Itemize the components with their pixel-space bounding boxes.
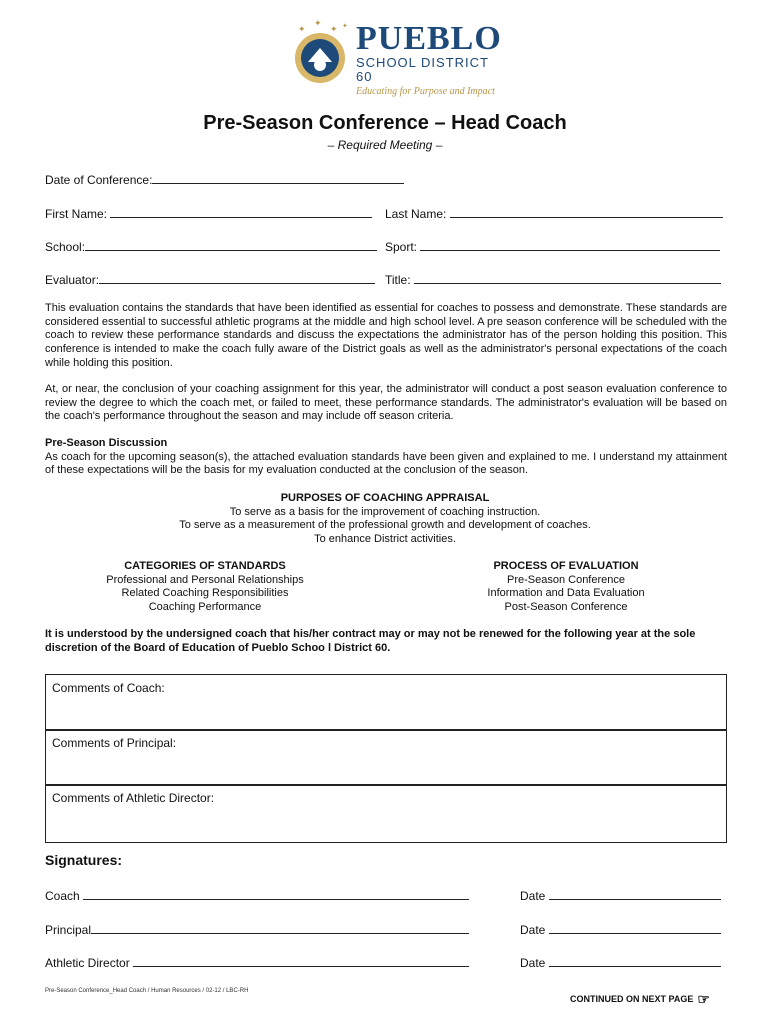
principal-date-field[interactable] bbox=[520, 922, 721, 937]
principal-date-line[interactable] bbox=[549, 922, 721, 934]
first-name-field[interactable] bbox=[45, 206, 372, 221]
process-heading: PROCESS OF EVALUATION bbox=[493, 560, 639, 572]
coach-date-field[interactable] bbox=[520, 888, 721, 903]
logo-tagline: Educating for Purpose and Impact bbox=[356, 86, 495, 97]
category-item: Coaching Performance bbox=[148, 601, 262, 614]
principal-date-label: Date bbox=[520, 923, 546, 937]
logo-district: SCHOOL DISTRICT 60 bbox=[356, 55, 489, 84]
principal-signature-field[interactable] bbox=[45, 922, 469, 937]
purpose-item: To serve as a basis for the improvement of coaching instruction. bbox=[229, 505, 541, 518]
athletic-director-signature-field[interactable] bbox=[45, 955, 469, 970]
category-item: Related Coaching Responsibilities bbox=[121, 587, 289, 600]
athletic-director-date-label: Date bbox=[520, 956, 546, 970]
athletic-director-date-line[interactable] bbox=[549, 955, 721, 967]
school-field[interactable] bbox=[45, 239, 377, 254]
pre-season-discussion bbox=[45, 437, 727, 478]
athletic-director-signature-line[interactable] bbox=[133, 955, 469, 967]
purpose-item: To serve as a measurement of the professional growth and development of coaches. bbox=[179, 519, 591, 532]
principal-signature-line[interactable] bbox=[91, 922, 469, 934]
conclusion-paragraph: At, or near, the conclusion of your coaching assignment for this year, the administrator will conduct a post season evaluation conference to review the degree to which the coach met, or failed to meet, these performance standards. The administrator's evaluation will be based on the coach's performance throughout the season and may include off season criteria. bbox=[45, 383, 727, 423]
date-label: Date of Conference: bbox=[45, 173, 153, 187]
purposes-section bbox=[0, 492, 770, 547]
coach-signature-line[interactable] bbox=[83, 888, 469, 900]
contract-notice: It is understood by the undersigned coach that his/her contract may or may not be renewed for the following year at the sole discretion of the Board of Education of Pueblo Schoo l District 60. bbox=[45, 628, 696, 654]
title-field[interactable] bbox=[385, 272, 721, 287]
page-subtitle: – Required Meeting – bbox=[327, 138, 443, 152]
svg-text:✦: ✦ bbox=[314, 18, 322, 28]
coach-comments-box[interactable] bbox=[45, 674, 727, 731]
school-label: School: bbox=[45, 240, 86, 254]
date-line[interactable] bbox=[152, 172, 404, 184]
process-item: Post-Season Conference bbox=[504, 601, 628, 614]
svg-text:✦: ✦ bbox=[330, 24, 338, 34]
pointing-hand-icon: ☞ bbox=[697, 991, 710, 1007]
coach-signature-label: Coach bbox=[45, 889, 80, 903]
title-label: Title: bbox=[385, 273, 411, 287]
athletic-director-comments-label: Comments of Athletic Director: bbox=[52, 791, 215, 805]
evaluator-field[interactable] bbox=[45, 272, 375, 287]
svg-text:✦: ✦ bbox=[298, 24, 306, 34]
categories-heading: CATEGORIES OF STANDARDS bbox=[124, 560, 286, 572]
footer-reference: Pre-Season Conference_Head Coach / Human Resources / 02-12 / LBC-RH bbox=[45, 988, 249, 994]
last-name-field[interactable] bbox=[385, 206, 723, 221]
process-item: Pre-Season Conference bbox=[506, 573, 625, 586]
sport-line[interactable] bbox=[420, 239, 720, 251]
process-section bbox=[436, 560, 696, 615]
athletic-director-date-field[interactable] bbox=[520, 955, 721, 970]
athletic-director-signature-label: Athletic Director bbox=[45, 956, 130, 970]
purposes-heading: PURPOSES OF COACHING APPRAISAL bbox=[280, 492, 490, 504]
discussion-text: As coach for the upcoming season(s), the attached evaluation standards have been given and explained to me. I understand my attainment of these expectations will be the basis for my evaluation conducted at the conclusion of the season. bbox=[45, 450, 727, 477]
continued-label: CONTINUED ON NEXT PAGE bbox=[570, 993, 694, 1004]
school-line[interactable] bbox=[85, 239, 377, 251]
sport-label: Sport: bbox=[385, 240, 418, 254]
first-name-line[interactable] bbox=[110, 206, 372, 218]
evaluator-label: Evaluator: bbox=[45, 273, 100, 287]
discussion-heading: Pre-Season Discussion bbox=[45, 437, 168, 449]
category-item: Professional and Personal Relationships bbox=[106, 573, 304, 586]
logo-name: PUEBLO bbox=[356, 20, 502, 57]
coach-comments-label: Comments of Coach: bbox=[52, 681, 165, 695]
principal-comments-label: Comments of Principal: bbox=[52, 736, 177, 750]
signatures-heading: Signatures: bbox=[45, 852, 123, 868]
intro-paragraph: This evaluation contains the standards that have been identified as essential for coaches to possess and demonstrate. These standards are considered essential to successful athletic programs at the middle and high school level. A pre season conference will be scheduled with the coach to review these performance standards and discuss the expectations the administrator has of the person holding this position. This conference is intended to make the coach fully aware of the District goals as well as the administrator's personal expectations of the coach while holding this position. bbox=[45, 302, 727, 369]
district-logo bbox=[290, 18, 505, 97]
title-line[interactable] bbox=[414, 272, 721, 284]
last-name-line[interactable] bbox=[450, 206, 723, 218]
date-of-conference-field[interactable] bbox=[45, 172, 404, 187]
sport-field[interactable] bbox=[385, 239, 720, 254]
continued-notice bbox=[570, 991, 710, 1008]
logo-emblem-icon bbox=[290, 18, 352, 86]
principal-signature-label: Principal bbox=[45, 923, 92, 937]
categories-section bbox=[75, 560, 335, 615]
coach-signature-field[interactable] bbox=[45, 888, 469, 903]
coach-date-label: Date bbox=[520, 889, 546, 903]
evaluator-line[interactable] bbox=[99, 272, 375, 284]
page-title: Pre-Season Conference – Head Coach bbox=[203, 112, 567, 134]
process-item: Information and Data Evaluation bbox=[487, 587, 645, 600]
purpose-item: To enhance District activities. bbox=[314, 533, 456, 546]
athletic-director-comments-box[interactable] bbox=[45, 784, 727, 843]
principal-comments-box[interactable] bbox=[45, 729, 727, 786]
svg-text:✦: ✦ bbox=[342, 23, 348, 30]
first-name-label: First Name: bbox=[45, 207, 108, 221]
last-name-label: Last Name: bbox=[385, 207, 447, 221]
coach-date-line[interactable] bbox=[549, 888, 721, 900]
